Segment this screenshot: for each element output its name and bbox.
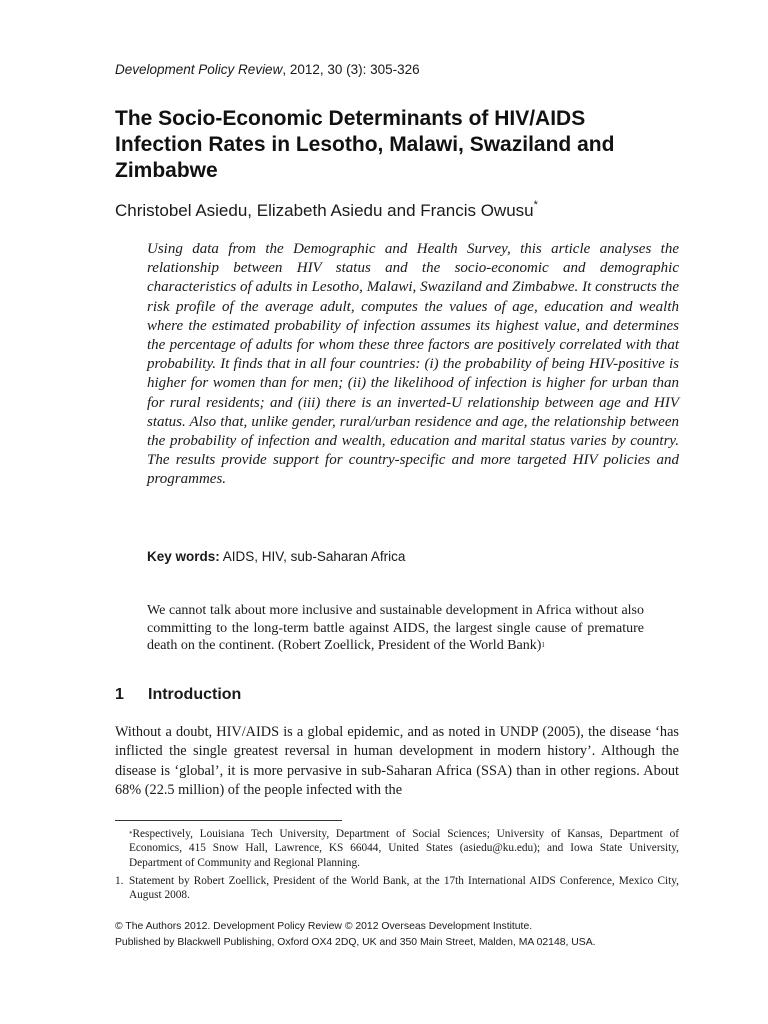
journal-citation [115,62,420,77]
footnote-1 [115,874,679,903]
footnote-star-mark: * [129,830,133,838]
author-list [115,201,538,221]
abstract: Using data from the Demographic and Health Survey, this article analyses the relationship between HIV status and the socio-economic and demographic characteristics of adults in Lesotho, Malawi, Swaziland and Zimbabwe. It constructs the risk profile of the average adult, computes the values of age, education and wealth where the estimated probability of infection assumes its highest value, and determines the percentage of adults for whom these three factors are positively correlated with that probability. It finds that in all four countries: (i) the probability of being HIV-positive is higher for women than for men; (ii) the likelihood of infection is higher for urban than for rural residents; and (iii) there is an inverted-U relationship between age and HIV status. Also that, unlike gender, rural/urban residence and age, the relationship between the probability of infection and wealth, education and marital status varies by country. The results provide support for country-specific and more targeted HIV policies and programmes. [147,241,679,488]
section-number: 1 [115,686,124,703]
epigraph-quote [147,602,644,655]
epigraph-text: We cannot talk about more inclusive and sustainable development in Africa without also committing to the long-term battle against AIDS, the largest single cause of premature death on the continent. (Robert Zoellick, President of the World Bank) [147,603,644,653]
section-heading [115,686,241,704]
footnote-star-text: Respectively, Louisiana Tech University, Department of Social Sciences; University of Kansas, Department of Economics, 415 Snow Hall, Lawrence, KS 66044, United States (asiedu@ku.edu); and Iowa State University, Department of Community and Regional Planning. [129,828,679,869]
footnote-affiliations [115,827,679,870]
keywords-label: Key words: [147,549,220,564]
article-title: The Socio-Economic Determinants of HIV/AIDS Infection Rates in Lesotho, Malawi, Swaziland and Zimbabwe [115,107,615,182]
copyright-line: © The Authors 2012. Development Policy Review © 2012 Overseas Development Institute. [115,921,533,932]
keywords-list: AIDS, HIV, sub-Saharan Africa [219,549,406,564]
copyright-footer [115,919,596,951]
footnote-1-number: 1. [115,875,124,887]
epigraph-footnote-mark: 1 [541,641,545,649]
section-title: Introduction [148,686,242,703]
author-names: Christobel Asiedu, Elizabeth Asiedu and Francis Owusu [115,201,534,220]
publisher-line: Published by Blackwell Publishing, Oxford OX4 2DQ, UK and 350 Main Street, Malden, MA 02148, USA. [115,937,596,948]
author-footnote-mark: * [533,199,538,211]
body-paragraph: Without a doubt, HIV/AIDS is a global epidemic, and as noted in UNDP (2005), the disease ‘has inflicted the single greatest reversal in human development in modern history’. Although the disease is ‘global’, it is more pervasive in sub-Saharan Africa (SSA) than in other regions. About 68% (22.5 million) of the people infected with the [115,724,679,798]
citation-details: , 2012, 30 (3): 305-326 [282,62,420,77]
footnote-divider [115,820,342,821]
footnote-1-text: Statement by Robert Zoellick, President of the World Bank, at the 17th International AIDS Conference, Mexico City, August 2008. [129,875,679,902]
journal-name: Development Policy Review [115,62,283,77]
keywords [147,549,405,564]
